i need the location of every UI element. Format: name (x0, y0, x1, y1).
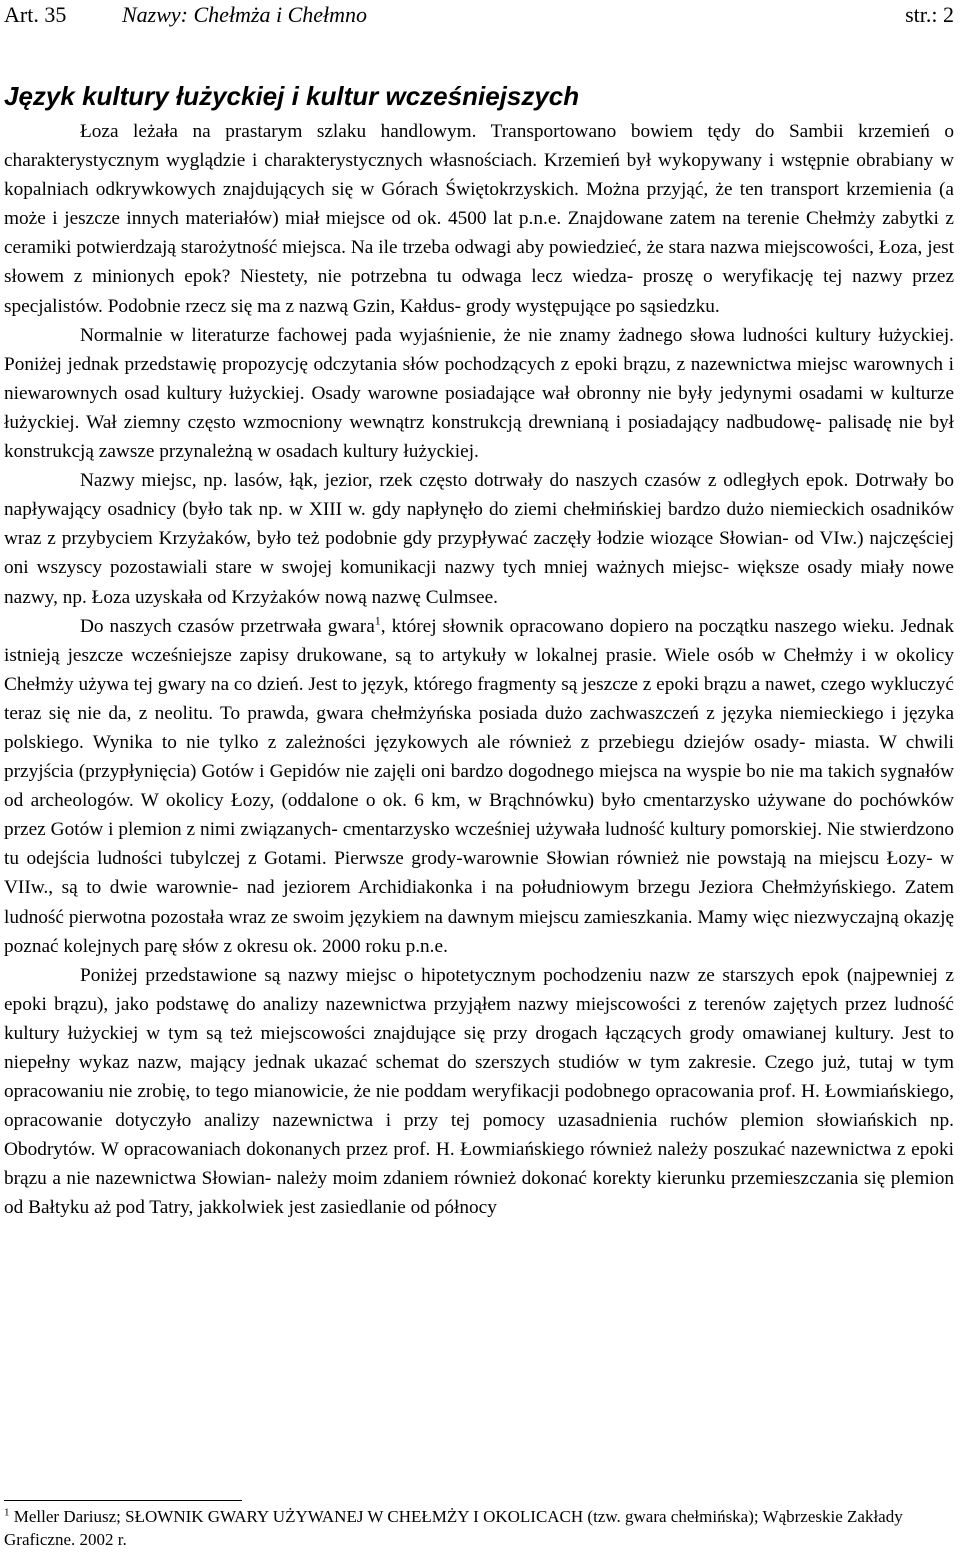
header-title: Nazwy: Chełmża i Chełmno (122, 2, 368, 27)
article-number: Art. 35 (4, 2, 67, 27)
footnote-reference[interactable]: 1 (374, 613, 381, 628)
paragraph-4 (4, 612, 954, 961)
paragraph-1: Łoza leżała na prastarym szlaku handlowym. Transportowano bowiem tędy do Sambii krzemień o charakterystycznym wyglądzie i charakterystycznych własnościach. Krzemień był wykopywany i wstępnie obrabiany w kopalniach odkrywkowych znajdujących się w Górach Świętokrzyskich. Można przyjąć, że ten transport krzemienia (a może i jeszcze innych materiałów) miał miejsce od ok. 4500 lat p.n.e. Znajdowane zatem na terenie Chełmży zabytki z ceramiki potwierdzają starożytność miejsca. Na ile trzeba odwagi aby powiedzieć, że stara nazwa miejscowości, Łoza, jest słowem z minionych epok? Niestety, nie potrzebna tu odwaga lecz wiedza- proszę o weryfikację tej nazwy przez specjalistów. Podobnie rzecz się ma z nazwą Gzin, Kałdus- grody występujące po sąsiedzku. (4, 121, 954, 317)
paragraph-2: Normalnie w literaturze fachowej pada wyjaśnienie, że nie znamy żadnego słowa ludności kultury łużyckiej. Poniżej jednak przedstawię propozycję odczytania słów pochodzących z epoki brązu, z nazewnictwa miejsc warownych i niewarownych osad kultury łużyckiej. Osady warowne posiadające wał obronny nie były jedynymi osadami w kulturze łużyckiej. Wał ziemny często wzmocniony wewnątrz konstrukcją drewnianą i posiadający nadbudowę- palisadę nie był konstrukcją zawsze przynależną w osadach kultury łużyckiej. (4, 324, 954, 463)
footnote-separator (4, 1500, 242, 1501)
footnote (4, 1505, 954, 1551)
paragraph-4-rest: , której słownik opracowano dopiero na początku naszego wieku. Jednak istnieją jeszcze wcześniejsze zapisy drukowane, są to artykuły w lokalnej prasie. Wiele osób w Chełmży i w okolicy Chełmży używa tej gwary na co dzień. Jest to język, którego fragmenty są jeszcze z epoki brązu a nawet, czego wykluczyć teraz się nie da, z neolitu. To prawda, gwara chełmżyńska posiada dużo zachwaszczeń z języka niemieckiego i języka polskiego. Wynika to nie tylko z zależności językowych ale również z przebiegu dziejów osady- miasta. W chwili przyjścia (przypłynięcia) Gotów i Gepidów nie zajęli oni bardzo dogodnego miejsca na wyspie bo nie ma takich sygnałów od archeologów. W okolicy Łozy, (oddalone o ok. 6 km, w Brąchnówku) było cmentarzysko używane do pochówków przez Gotów i plemion z nimi związanych- cmentarzysko wcześniej używała ludność kultury pomorskiej. Nie stwierdzono tu odejścia ludności tubylczej z Gotami. Pierwsze grody-warownie Słowian również nie powstają na miejscu Łozy- w VIIw., są to dwie warownie- nad jeziorem Archidiakonka i na południowym brzegu Jeziora Chełmżyńskiego. Zatem ludność pierwotna pozostała wraz ze swoim językiem na dawnym miejscu zamieszkania. Mamy więc niezwyczajną okazję poznać kolejnych parę słów z okresu ok. 2000 roku p.n.e. (4, 615, 954, 957)
paragraph-4-start: Do naszych czasów przetrwała gwara (80, 615, 375, 637)
paragraph-3: Nazwy miejsc, np. lasów, łąk, jezior, rzek często dotrwały do naszych czasów z odległych epok. Dotrwały bo napływający osadnicy (było tak np. w XIII w. gdy napłynęło do ziemi chełmińskiej bardzo dużo niemieckich osadników wraz z przybyciem Krzyżaków, było też podobnie gdy przypływać zaczęły łodzie wiozące Słowian- od VIw.) najczęściej oni wszyscy pozostawiali stare w swojej komunikacji nazwy tych mniej ważnych miejsc- większe osady miały nowe nazwy, np. Łoza uzyskała od Krzyżaków nową nazwę Culmsee. (4, 470, 954, 608)
body-text (4, 117, 954, 1223)
footnote-number: 1 (4, 1506, 10, 1519)
page-number: str.: 2 (905, 2, 954, 27)
paragraph-5: Poniżej przedstawione są nazwy miejsc o hipotetycznym pochodzeniu nazw ze starszych epok (najpewniej z epoki brązu), jako podstawę do analizy nazewnictwa przyjąłem nazwy miejscowości z terenów zajętych przez ludność kultury łużyckiej w tym są też miejscowości znajdujące się przy drogach łączących grody omawianej kultury. Jest to niepełny wykaz nazw, mający jednak ukazać schemat do szerszych studiów w tym zakresie. Czego już, tutaj w tym opracowaniu nie zrobię, to tego mianowicie, że nie poddam weryfikacji podobnego opracowania prof. H. Łowmiańskiego, opracowanie dotyczyło analizy nazewnictwa i przy tej pomocy uzasadnienia ruchów plemion słowiańskich np. Obodrytów. W opracowaniach dokonanych przez prof. H. Łowmiańskiego również należy poszukać nazewnictwa z epoki brązu a nie nazewnictwa Słowian- należy moim zdaniem również dokonać korekty kierunku przemieszczania się plemion od Bałtyku aż pod Tatry, jakkolwiek jest zasiedlanie od północy (4, 964, 954, 1219)
footnote-text: Meller Dariusz; SŁOWNIK GWARY UŻYWANEJ W CHEŁMŻY I OKOLICACH (tzw. gwara chełmińska); Wąbrzeskie Zakłady Graficzne. 2002 r. (4, 1507, 903, 1549)
section-heading: Język kultury łużyckiej i kultur wcześniejszych (4, 81, 580, 111)
